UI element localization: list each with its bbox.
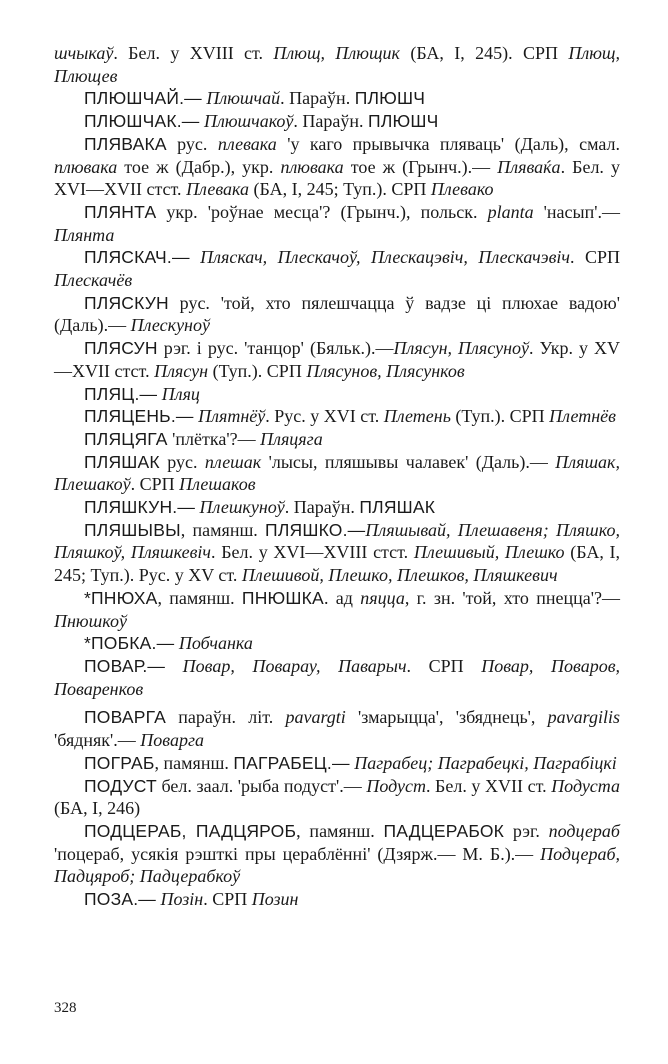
entry-italic-text: Плюшчай bbox=[201, 88, 281, 109]
entry-text: . СРП bbox=[130, 474, 180, 495]
entry-text: (БА, I, 245; Туп.). СРП bbox=[249, 179, 431, 200]
entry-text: рус. bbox=[159, 451, 205, 472]
entry-text: , памянш. bbox=[180, 519, 266, 540]
entry-italic-text: Плянта bbox=[54, 224, 115, 245]
entry-italic-text: Подуста bbox=[551, 775, 621, 796]
dictionary-entry bbox=[54, 752, 620, 775]
entry-italic-text: Поварга bbox=[140, 730, 205, 751]
entry-text: . СРП bbox=[406, 655, 482, 676]
entry-italic-text: плевака bbox=[217, 133, 277, 154]
entry-text: , памянш. bbox=[157, 587, 242, 608]
entry-headword: ПАГРАБЕЦ.— bbox=[233, 752, 350, 773]
entry-text: . СРП bbox=[203, 889, 252, 910]
entry-italic-text: Пляцяга bbox=[260, 428, 323, 449]
entry-headword: ПЛЯЦ.— bbox=[84, 383, 158, 404]
dictionary-entry bbox=[54, 519, 620, 587]
entry-italic-text: Пляваќа bbox=[497, 156, 561, 177]
entry-italic-text: pavargti bbox=[285, 707, 346, 728]
entry-text: . Бел. у XVI—XVII стст. bbox=[54, 156, 620, 200]
entry-headword: ПЛЯСКАЧ.— bbox=[84, 247, 190, 268]
entry-text: 'лысы, пляшывы чалавек' (Даль).— bbox=[261, 451, 556, 472]
entry-text: . Рус. у XVI ст. bbox=[265, 406, 384, 427]
entry-text: . СРП bbox=[570, 247, 621, 268]
page-number: 328 bbox=[54, 1000, 77, 1016]
entry-italic-text: Повар, Поваров, Поваренков bbox=[54, 655, 621, 699]
entry-headword: ПЛЮШЧ bbox=[368, 111, 439, 132]
entry-italic-text: Плескачёв bbox=[54, 270, 133, 291]
entry-headword: ПЛЯНТА bbox=[84, 201, 157, 222]
entry-text: бел. заал. 'рыба подуст'.— bbox=[156, 775, 367, 796]
dictionary-entry bbox=[54, 110, 620, 133]
dictionary-entry bbox=[54, 201, 620, 246]
entry-text: . ад bbox=[323, 587, 361, 608]
entry-headword: ПЛЯЦЕНЬ.— bbox=[84, 406, 194, 427]
entry-italic-text: Побчанка bbox=[174, 633, 253, 654]
entry-text: (БА, I, 246) bbox=[54, 798, 141, 819]
entry-text: рус. 'той, хто пялешчацца ў вадзе ці плюхае вадою' (Даль).— bbox=[54, 292, 620, 336]
dictionary-entry bbox=[54, 87, 620, 110]
entry-italic-text: Подуст bbox=[366, 775, 426, 796]
dictionary-entry bbox=[54, 133, 620, 201]
dictionary-entry bbox=[54, 42, 620, 87]
entry-italic-text: Повар, Поварау, Паварыч bbox=[165, 655, 407, 676]
entry-italic-text: Плешивой, Плешко, Плешков, Пляшкевич bbox=[241, 565, 558, 586]
entry-text: . Параўн. bbox=[293, 111, 369, 132]
entry-headword: ПОДЦЕРАБ, ПАДЦЯРОБ bbox=[84, 820, 297, 841]
entry-headword: ПНЮШКА bbox=[241, 587, 324, 608]
entry-text: 'бядняк'.— bbox=[54, 730, 141, 751]
entry-italic-text: Плясун, Плясуноў bbox=[393, 338, 530, 359]
entry-italic-text: Плющ, Плющик bbox=[273, 43, 400, 63]
dictionary-page bbox=[54, 42, 620, 911]
entry-text: (БА, I, 245). СРП bbox=[399, 43, 569, 63]
entry-italic-text: Плевака bbox=[186, 179, 250, 200]
entry-text: рус. bbox=[166, 133, 218, 154]
entry-italic-text: Плешаков bbox=[179, 474, 256, 495]
entry-italic-text: пяцца bbox=[360, 587, 405, 608]
entry-headword: ПЛЯШАК bbox=[359, 497, 436, 518]
entry-italic-text: плювака bbox=[280, 156, 344, 177]
entry-headword: ПЛЯСУН bbox=[84, 338, 158, 359]
dictionary-entry bbox=[54, 428, 620, 451]
entry-text: 'поцераб, усякія рэшткі пры цераблённі' (Дзярж.— М. Б.).— bbox=[54, 843, 541, 864]
entry-text: рэг. bbox=[504, 820, 549, 841]
entry-italic-text: Плющ, Плющев bbox=[54, 43, 620, 86]
entry-text: . Бел. у XVIII ст. bbox=[113, 43, 274, 63]
entry-headword: ПЛЯШАК bbox=[84, 451, 160, 472]
entry-italic-text: Плятнёў bbox=[193, 406, 266, 427]
entry-italic-text: Плетнёв bbox=[549, 406, 616, 427]
entry-italic-text: шчыкаў bbox=[54, 43, 114, 63]
entry-headword: *ПНЮХА bbox=[84, 587, 158, 608]
entry-text: тое ж (Грынч.).— bbox=[343, 156, 498, 177]
entry-text: , памянш. bbox=[296, 820, 384, 841]
entry-italic-text: Позин bbox=[251, 889, 299, 910]
entry-headword: ПЛЯСКУН bbox=[84, 292, 169, 313]
entry-text: . Бел. у XVI—XVIII стст. bbox=[211, 542, 414, 563]
entry-headword: ПОВАРГА bbox=[84, 707, 167, 728]
entry-text: 'плётка'?— bbox=[167, 428, 261, 449]
entry-headword: ПОЗА.— bbox=[84, 889, 156, 910]
entry-text: укр. 'роўнае месца'? (Грынч.), польск. bbox=[156, 201, 488, 222]
entry-headword: ПЛЯШКО.— bbox=[265, 519, 366, 540]
entry-text: (Туп.). СРП bbox=[208, 360, 307, 381]
entry-text: (Туп.). СРП bbox=[450, 406, 550, 427]
entry-italic-text: Плешкуноў bbox=[195, 497, 285, 518]
dictionary-entry bbox=[54, 246, 620, 291]
entry-italic-text: Плясун bbox=[154, 360, 209, 381]
dictionary-entry bbox=[54, 587, 620, 632]
entry-text: 'змарыцца', 'збяднець', bbox=[345, 707, 548, 728]
dictionary-entry bbox=[54, 706, 620, 751]
entry-text: , памянш. bbox=[154, 752, 234, 773]
entry-headword: ПОДУСТ bbox=[84, 775, 157, 796]
dictionary-entry bbox=[54, 775, 620, 820]
entry-italic-text: planta bbox=[487, 201, 534, 222]
entry-headword: ПЛЯЦЯГА bbox=[84, 428, 168, 449]
entry-text: (БА, I, 245; Туп.). Рус. у XV ст. bbox=[54, 542, 621, 586]
dictionary-entry bbox=[54, 451, 620, 496]
dictionary-entry bbox=[54, 405, 620, 428]
entry-italic-text: Паграбец; Паграбецкі, Паграбіцкі bbox=[349, 752, 617, 773]
entry-italic-text: Подцераб, Падцяроб; Падцерабкоў bbox=[54, 843, 620, 887]
dictionary-entry bbox=[54, 383, 620, 406]
entry-italic-text: Пляшывай, Плешавеня; Пляшко, Пляшкоў, Пляшкевіч bbox=[54, 519, 620, 563]
entry-italic-text: Позін bbox=[156, 889, 204, 910]
entry-italic-text: плешак bbox=[204, 451, 262, 472]
entry-text: тое ж (Дабр.), укр. bbox=[117, 156, 281, 177]
dictionary-entry bbox=[54, 292, 620, 337]
entry-text: параўн. літ. bbox=[166, 707, 286, 728]
entry-italic-text: подцераб bbox=[548, 820, 620, 841]
entry-italic-text: Пляскач, Плескачоў, Плескацэвіч, Плескачэвіч bbox=[189, 247, 571, 268]
entry-text: , г. зн. 'той, хто пнецца'?— bbox=[404, 587, 620, 608]
entry-italic-text: pavargilis bbox=[547, 707, 620, 728]
entry-text: 'насып'.— bbox=[533, 201, 621, 222]
entry-italic-text: Плескуноў bbox=[130, 315, 210, 336]
entry-text: . Параўн. bbox=[280, 88, 355, 109]
entry-italic-text: Плясунов, Плясунков bbox=[306, 360, 465, 381]
dictionary-entry bbox=[54, 820, 620, 888]
entry-headword: ПЛЮШЧАЙ.— bbox=[84, 88, 202, 109]
entry-headword: ПЛЯШКУН.— bbox=[84, 497, 196, 518]
entry-italic-text: плювака bbox=[54, 156, 118, 177]
entry-headword: ПЛЯВАКА bbox=[84, 133, 167, 154]
entry-text: 'у каго прывычка пляваць' (Даль), смал. bbox=[276, 133, 620, 154]
entry-text: . Параўн. bbox=[284, 497, 360, 518]
dictionary-entry bbox=[54, 888, 620, 911]
entry-headword: *ПОБКА.— bbox=[84, 633, 175, 654]
entry-headword: ПОВАР.— bbox=[84, 655, 166, 676]
dictionary-entry bbox=[54, 496, 620, 519]
entry-italic-text: Пляц bbox=[157, 383, 200, 404]
entry-text: . Бел. у XVII ст. bbox=[425, 775, 552, 796]
entry-italic-text: Плюшчакоў bbox=[199, 111, 294, 132]
entry-italic-text: Пнюшкоў bbox=[54, 610, 127, 631]
entry-text: . Укр. у XV—XVII стст. bbox=[54, 338, 620, 381]
entry-headword: ПЛЯШЫВЫ bbox=[84, 519, 181, 540]
entry-italic-text: Плешивый, Плешко bbox=[413, 542, 565, 563]
entry-headword: ПОГРАБ bbox=[84, 752, 155, 773]
entry-text: рэг. і рус. 'танцор' (Бяльк.).— bbox=[157, 338, 394, 359]
dictionary-entry bbox=[54, 337, 620, 382]
entry-headword: ПАДЦЕРАБОК bbox=[383, 820, 505, 841]
entry-italic-text: Плетень bbox=[383, 406, 451, 427]
entry-headword: ПЛЮШЧ bbox=[354, 88, 426, 109]
entry-headword: ПЛЮШЧАК.— bbox=[84, 111, 200, 132]
dictionary-entry bbox=[54, 632, 620, 655]
entry-italic-text: Пляшак, Плешакоў bbox=[54, 451, 620, 495]
dictionary-entry bbox=[54, 655, 620, 700]
entry-italic-text: Плевако bbox=[430, 179, 494, 200]
